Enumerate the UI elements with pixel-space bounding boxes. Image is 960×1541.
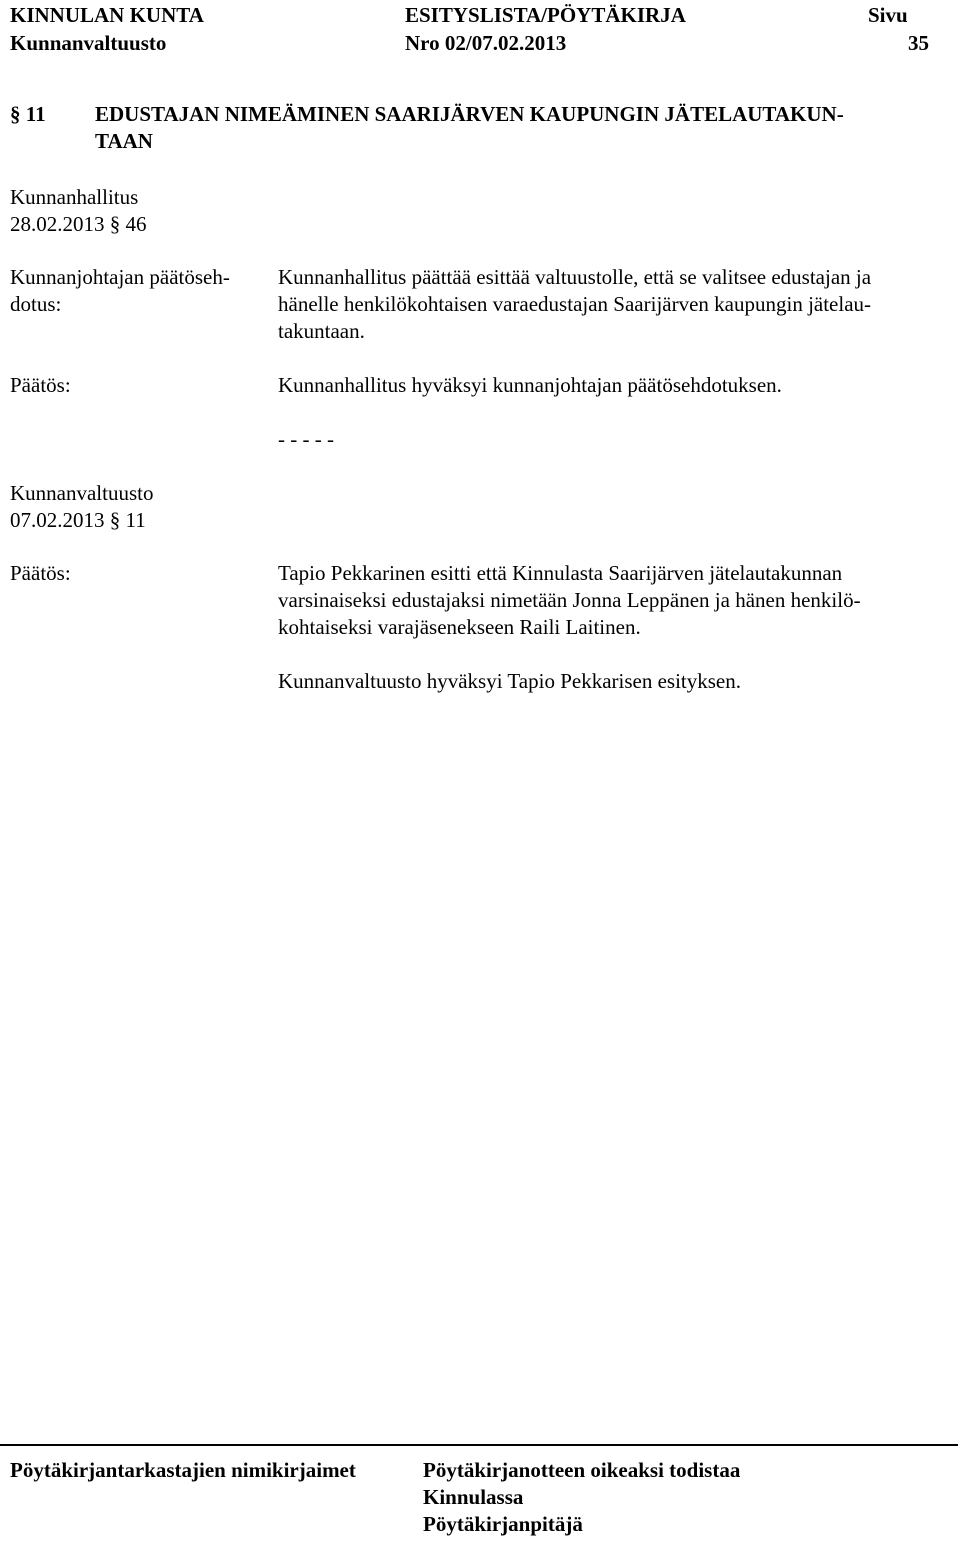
kh-body-label: Kunnanhallitus	[10, 185, 139, 209]
page-label: Sivu	[868, 3, 908, 27]
kv-decision-line2: varsinaiseksi edustajaksi nimetään Jonna Leppänen ja hänen henkilö-	[278, 588, 861, 612]
municipality-name: KINNULAN KUNTA	[10, 3, 204, 27]
meeting-body: Kunnanvaltuusto	[10, 31, 167, 55]
kv-decision-line3: kohtaiseksi varajäsenekseen Raili Laitinen.	[278, 615, 641, 639]
meeting-number: Nro 02/07.02.2013	[405, 31, 567, 55]
kv-outcome: Kunnanvaltuusto hyväksyi Tapio Pekkarisen esityksen.	[278, 669, 741, 693]
kv-decision-label: Päätös:	[10, 561, 71, 585]
section-title-line1: EDUSTAJAN NIMEÄMINEN SAARIJÄRVEN KAUPUNGIN JÄTELAUTAKUN-	[95, 102, 844, 126]
page-number: 35	[908, 31, 929, 55]
document-type: ESITYSLISTA/PÖYTÄKIRJA	[405, 3, 686, 27]
proposal-label-line2: dotus:	[10, 292, 62, 316]
footer-certify-label: Pöytäkirjanotteen oikeaksi todistaa	[423, 1458, 741, 1482]
kh-decision-label: Päätös:	[10, 373, 71, 397]
section-title-line2: TAAN	[95, 129, 153, 153]
separator-dashes: - - - - -	[278, 427, 334, 451]
proposal-text-line3: takuntaan.	[278, 319, 365, 343]
proposal-label-line1: Kunnanjohtajan päätöseh-	[10, 265, 230, 289]
proposal-text-line1: Kunnanhallitus päättää esittää valtuustolle, että se valitsee edustajan ja	[278, 265, 872, 289]
kv-reference: 07.02.2013 § 11	[10, 508, 146, 532]
kv-body-label: Kunnanvaltuusto	[10, 481, 154, 505]
kv-decision-line1: Tapio Pekkarinen esitti että Kinnulasta Saarijärven jätelautakunnan	[278, 561, 843, 585]
kh-decision-text: Kunnanhallitus hyväksyi kunnanjohtajan päätösehdotuksen.	[278, 373, 782, 397]
footer-initials-label: Pöytäkirjantarkastajien nimikirjaimet	[10, 1458, 356, 1482]
footer-divider	[0, 1444, 958, 1446]
kh-reference: 28.02.2013 § 46	[10, 212, 147, 236]
proposal-text-line2: hänelle henkilökohtaisen varaedustajan Saarijärven kaupungin jätelau-	[278, 292, 872, 316]
footer-place: Kinnulassa	[423, 1485, 524, 1509]
section-number: § 11	[10, 102, 46, 126]
footer-secretary-label: Pöytäkirjanpitäjä	[423, 1512, 583, 1536]
